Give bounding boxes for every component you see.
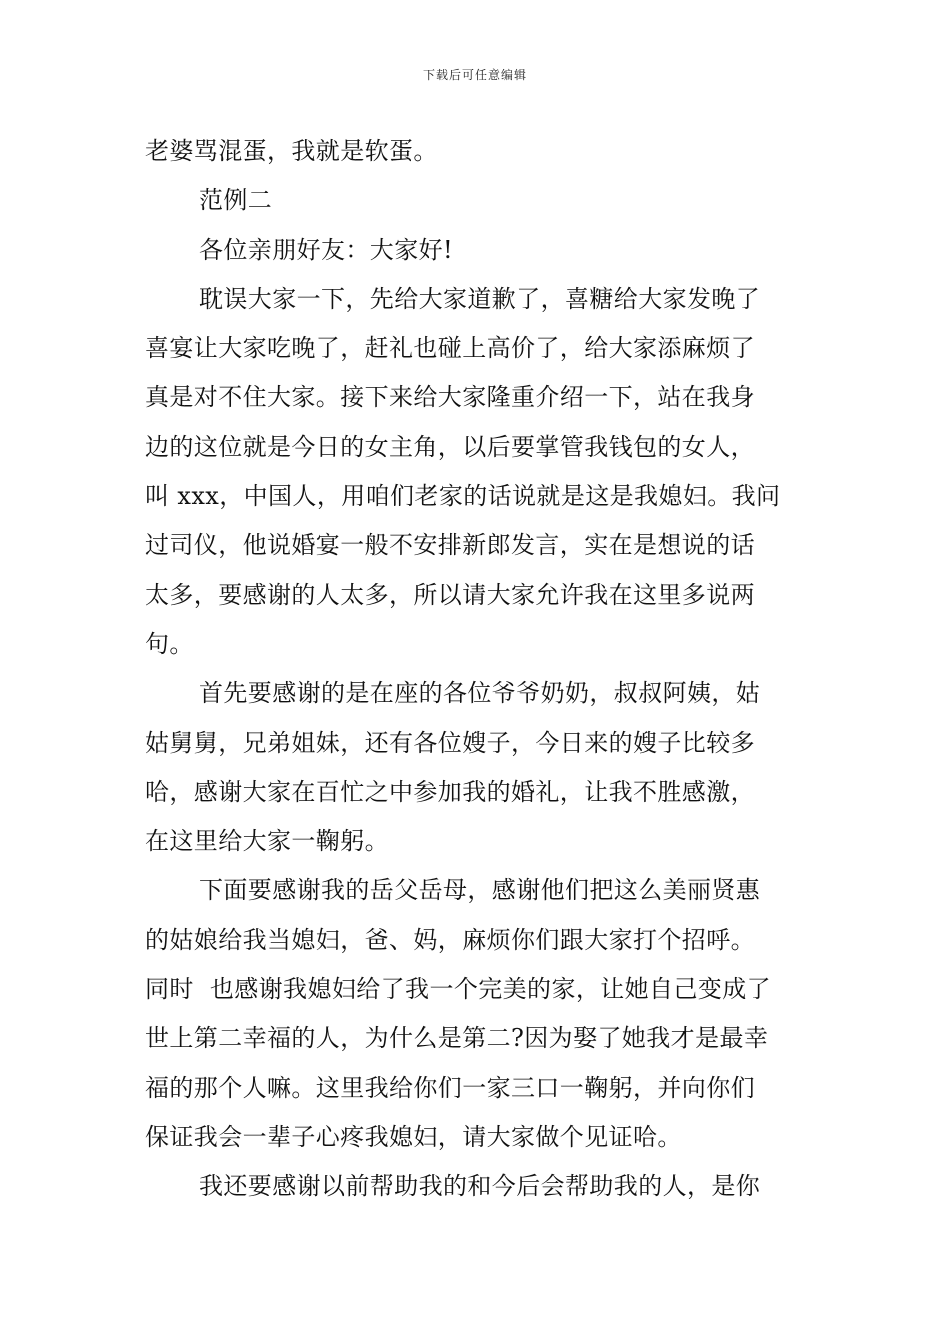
text-line: 世上第二幸福的人，为什么是第二?因为娶了她我才是最幸 — [145, 1024, 769, 1053]
text-line: 首先要感谢的是在座的各位爷爷奶奶，叔叔阿姨，姑 — [199, 679, 761, 708]
text-line: 耽误大家一下，先给大家道歉了，喜糖给大家发晚了 — [199, 284, 761, 313]
text-line: 老婆骂混蛋，我就是软蛋。 — [145, 137, 438, 165]
paragraph — [145, 669, 809, 866]
text-line: 哈，感谢大家在百忙之中参加我的婚礼，让我不胜感激， — [145, 777, 755, 806]
page-header: 下载后可任意编辑 — [422, 68, 527, 82]
text-line: 的姑娘给我当媳妇，爸、妈，麻烦你们跟大家打个招呼。 — [145, 925, 755, 954]
text-line: 过司仪，他说婚宴一般不安排新郎发言，实在是想说的话 — [145, 531, 755, 560]
text-line: 边的这位就是今日的女主角，以后要掌管我钱包的女人， — [145, 432, 755, 461]
paragraph — [145, 275, 809, 669]
section-heading — [145, 176, 809, 225]
text-line: 范例二 — [199, 186, 273, 215]
text-line: 叫 xxx，中国人，用咱们老家的话说就是这是我媳妇。我问 — [145, 482, 781, 511]
text-line: 保证我会一辈子心疼我媳妇，请大家做个见证哈。 — [145, 1122, 682, 1151]
paragraph — [145, 866, 809, 1162]
document-body — [145, 127, 809, 1212]
text-line: 福的那个人嘛。这里我给你们一家三口一鞠躬，并向你们 — [145, 1073, 755, 1102]
paragraph — [145, 1162, 809, 1211]
greeting — [145, 226, 809, 275]
text-line: 真是对不住大家。接下来给大家隆重介绍一下，站在我身 — [145, 383, 755, 412]
text-line: 喜宴让大家吃晚了，赶礼也碰上高价了，给大家添麻烦了 — [145, 334, 755, 363]
text-line: 在这里给大家一鞠躬。 — [145, 827, 389, 856]
text-line: 句。 — [145, 629, 194, 658]
text-line: 姑舅舅，兄弟姐妹，还有各位嫂子，今日来的嫂子比较多 — [145, 728, 755, 757]
text-line: 同时 也感谢我媳妇给了我一个完美的家，让她自己变成了 — [145, 975, 772, 1004]
text-line: 各位亲朋好友：大家好! — [199, 235, 454, 264]
text-line: 太多，要感谢的人太多，所以请大家允许我在这里多说两 — [145, 580, 755, 609]
text-line: 下面要感谢我的岳父岳母，感谢他们把这么美丽贤惠 — [199, 876, 761, 905]
paragraph — [145, 127, 809, 176]
text-line: 我还要感谢以前帮助我的和今后会帮助我的人，是你 — [199, 1172, 761, 1201]
